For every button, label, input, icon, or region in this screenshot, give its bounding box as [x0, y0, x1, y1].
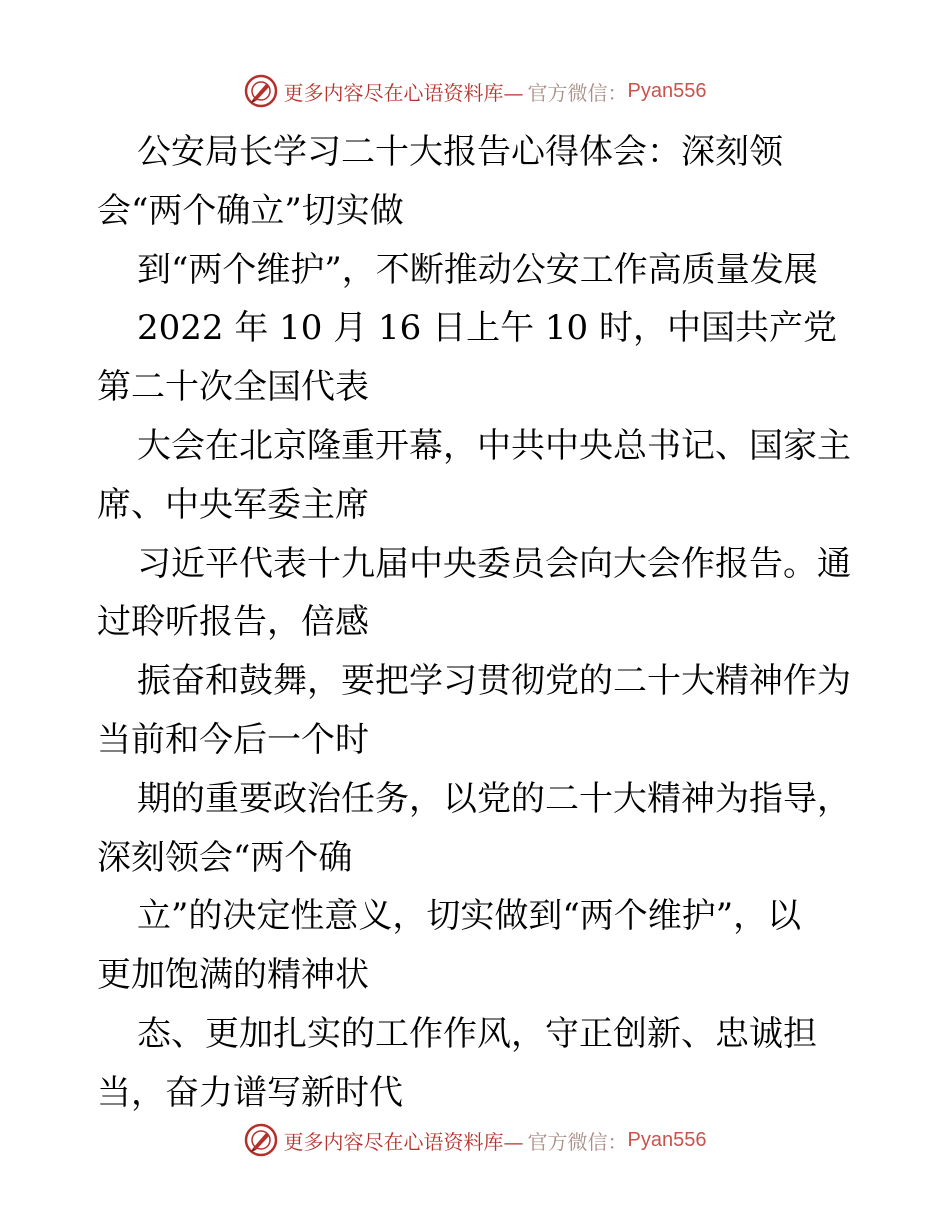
document-line: 大会在北京隆重开幕，中共中央总书记、国家主 — [137, 425, 851, 466]
watermark-account: Pyan556 — [627, 79, 707, 102]
watermark-text: 更多内容尽在心语资料库— — [283, 80, 524, 105]
document-line: 当，奋力谱写新时代 — [97, 1072, 403, 1113]
document-line: 态、更加扎实的工作作风，守正创新、忠诚担 — [137, 1013, 817, 1054]
document-line: 习近平代表十九届中央委员会向大会作报告。通 — [137, 543, 851, 584]
document-line: 第二十次全国代表 — [97, 367, 369, 408]
header-watermark — [0, 71, 950, 111]
document-line: 更加饱满的精神状 — [97, 955, 369, 996]
document-line: 2022 年 10 月 16 日上午 10 时，中国共产党 — [137, 308, 837, 349]
document-line: 当前和今后一个时 — [97, 719, 369, 760]
pen-logo-icon — [244, 74, 278, 108]
watermark-wechat-label: 官方微信： — [527, 80, 628, 105]
document-line: 深刻领会“两个确 — [97, 837, 353, 878]
document-line: 公安局长学习二十大报告心得体会：深刻领 — [137, 132, 783, 172]
document-line: 立”的决定性意义，切实做到“两个维护”，以 — [137, 896, 802, 937]
document-body — [97, 123, 877, 1123]
document-line: 过聆听报告，倍感 — [97, 602, 369, 643]
document-line: 振奋和鼓舞，要把学习贯彻党的二十大精神作为 — [137, 661, 851, 702]
watermark-wechat-label: 官方微信： — [527, 1129, 628, 1154]
watermark-account: Pyan556 — [627, 1128, 707, 1151]
footer-watermark — [0, 1120, 950, 1160]
document-line: 席、中央军委主席 — [97, 484, 369, 525]
document-line: 会“两个确立”切实做 — [97, 190, 404, 231]
document-line: 到“两个维护”，不断推动公安工作高质量发展 — [137, 249, 818, 290]
document-line: 期的重要政治任务，以党的二十大精神为指导， — [137, 778, 851, 819]
watermark-text: 更多内容尽在心语资料库— — [283, 1129, 524, 1154]
pen-logo-icon — [244, 1123, 278, 1157]
